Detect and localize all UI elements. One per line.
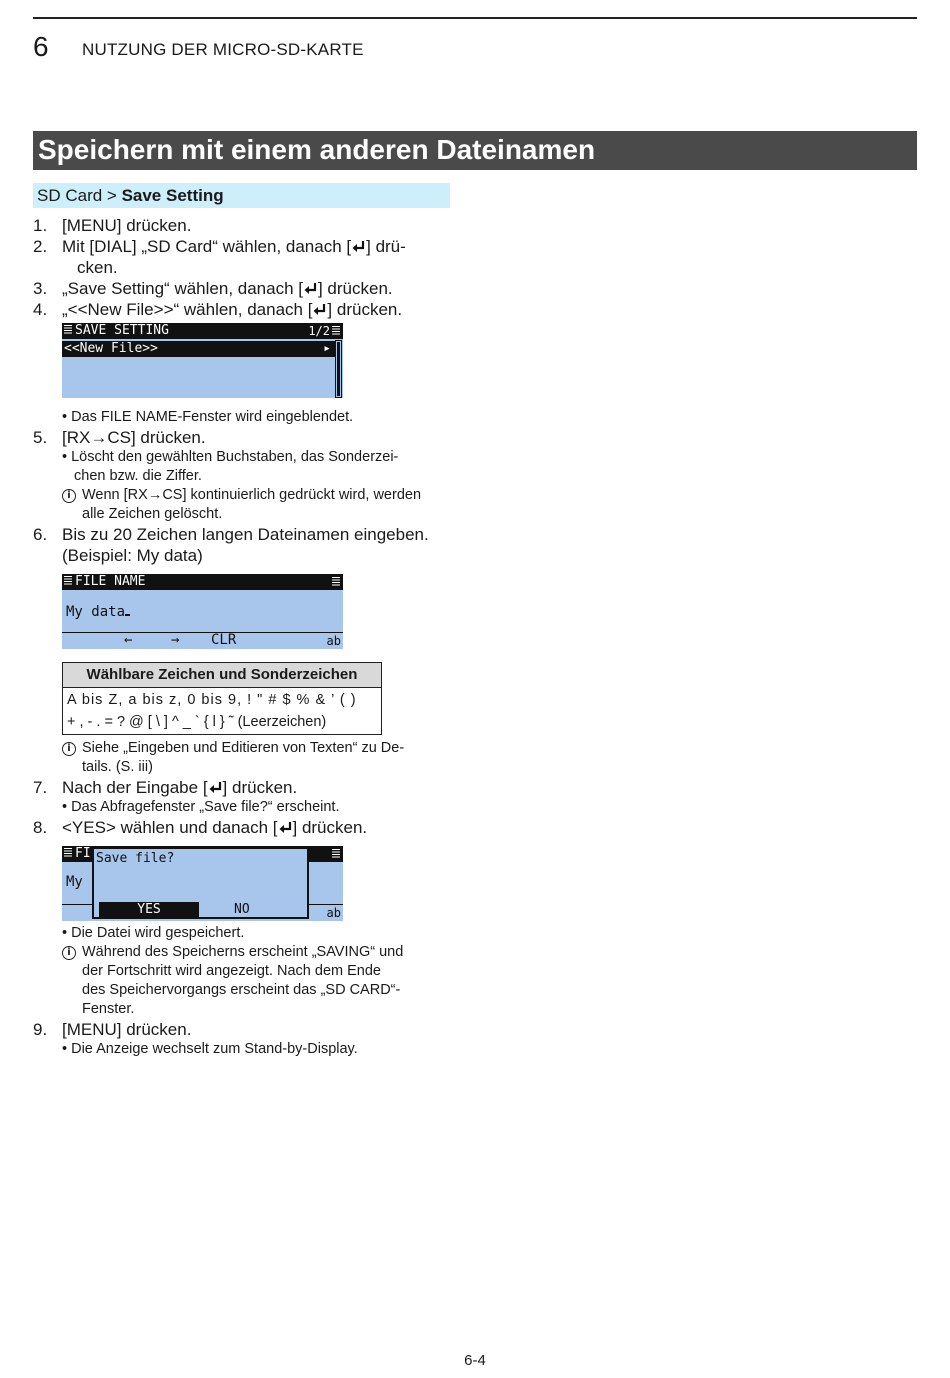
no-button: NO [234,902,250,917]
lcd-selected-item [62,341,335,357]
lcd-divider [62,632,343,633]
step-number: 6. [33,525,48,544]
step-info-continued: des Speichervorgangs erscheint das „SD CARD“- [82,982,401,998]
enter-key-icon [312,302,327,317]
text-cursor [125,602,130,616]
info-circle-icon: i [62,946,76,960]
lcd-title-bar [62,323,343,339]
step-text-part: ] drücken. [327,300,403,319]
cursor-right-key: → [171,632,180,648]
lcd-scrollbar [335,340,342,398]
clr-key: CLR [211,632,237,648]
chapter-title: NUTZUNG DER MICRO-SD-KARTE [82,40,364,59]
step-note: • Die Datei wird gespeichert. [62,925,245,941]
lcd-title: SAVE SETTING [75,323,169,338]
step-note: • Löscht den gewählten Buchstaben, das Sonderzei- [62,449,399,465]
menu-icon [332,326,340,336]
step-text-part: ] drü- [366,237,406,256]
yes-button: YES [99,902,199,917]
step-info-continued: Fenster. [82,1001,135,1017]
character-table [62,662,382,735]
enter-key-icon [278,820,293,835]
lcd-page-indicator: 1/2 [308,324,330,338]
step-text-part: „<<New File>>“ wählen, danach [ [62,300,313,319]
info-circle-icon: i [62,489,76,503]
step-text [62,237,406,257]
table-header: Wählbare Zeichen und Sonderzeichen [63,663,381,688]
chapter-number: 6 [33,31,49,62]
menu-icon [332,577,340,587]
step-info-continued: tails. (S. iii) [82,759,153,775]
step-number: 4. [33,300,48,319]
step-note: • Das Abfragefenster „Save file?“ erscheint. [62,799,340,815]
table-row: + , - . = ? @ [ \ ] ^ _ ` { l } ˜ (Leerzeichen) [67,714,327,730]
step-number: 9. [33,1020,48,1039]
step-text [62,300,402,320]
step-text [62,778,297,798]
input-mode-indicator: ab [326,634,341,648]
breadcrumb [33,183,450,208]
breadcrumb-path: SD Card > [37,186,122,205]
info-text: Während des Speicherns erscheint „SAVING“ und [82,944,404,960]
lcd-input-text: My [66,874,83,890]
step-text: Bis zu 20 Zeichen langen Dateinamen eingeben. [62,525,429,544]
page-number: 6-4 [464,1352,486,1369]
save-dialog [92,847,309,919]
step-info-continued: der Fortschritt wird angezeigt. Nach dem Ende [82,963,381,979]
menu-icon [64,576,72,586]
menu-icon [64,848,72,858]
header-rule [33,17,917,19]
step-text [62,279,393,299]
step-number: 2. [33,237,48,256]
step-note: • Das FILE NAME-Fenster wird eingeblendet. [62,409,354,425]
info-text: Siehe „Eingeben und Editieren von Texten“ zu De- [82,740,405,756]
table-row: A bis Z, a bis z, 0 bis 9, ! " # $ % & ’ ( ) [67,692,357,708]
step-text-part: ] drücken. [222,778,298,797]
section-title: Speichern mit einem anderen Dateinamen [33,131,917,170]
step-text-continued: (Beispiel: My data) [62,546,203,565]
lcd-file-name-screen [62,574,343,649]
step-number: 8. [33,818,48,837]
step-text-part: „Save Setting“ wählen, danach [ [62,279,303,298]
step-text-continued: cken. [77,258,118,277]
cursor-left-key: ← [124,632,133,648]
menu-icon [332,849,340,859]
lcd-save-setting-screen [62,323,343,398]
step-text: [RX→CS] drücken. [62,428,206,447]
arrow-right-icon: ▸ [323,341,331,356]
step-info [62,943,403,962]
step-text: [MENU] drücken. [62,216,192,235]
info-circle-icon: i [62,742,76,756]
menu-icon [64,325,72,335]
lcd-title-bar [62,574,343,590]
step-text-part: ] drücken. [317,279,393,298]
lcd-input-field [66,602,130,620]
step-number: 7. [33,778,48,797]
enter-key-icon [303,281,318,296]
step-text: [MENU] drücken. [62,1020,192,1039]
enter-key-icon [208,780,223,795]
breadcrumb-current: Save Setting [121,186,224,205]
step-note: • Die Anzeige wechselt zum Stand-by-Display. [62,1041,358,1057]
info-text: Wenn [RX→CS] kontinuierlich gedrückt wird, werden [82,487,422,503]
step-number: 1. [33,216,48,235]
dialog-message: Save file? [96,851,175,866]
lcd-title: FILE NAME [75,574,146,589]
step-number: 3. [33,279,48,298]
step-number: 5. [33,428,48,447]
lcd-item-label: <<New File>> [64,341,158,356]
step-note-continued: chen bzw. die Ziffer. [74,468,202,484]
step-info-continued: alle Zeichen gelöscht. [82,506,223,522]
step-info [62,739,404,758]
step-text-part: <YES> wählen und danach [ [62,818,278,837]
step-text-part: ] drücken. [292,818,368,837]
step-text [62,818,367,838]
enter-key-icon [351,239,366,254]
lcd-save-dialog-screen [62,846,343,921]
lcd-input-text: My data [66,604,126,620]
step-info [62,486,421,505]
step-text-part: Nach der Eingabe [ [62,778,208,797]
lcd-title: FI [75,846,91,861]
step-text-part: Mit [DIAL] „SD Card“ wählen, danach [ [62,237,352,256]
input-mode-indicator: ab [326,906,341,920]
